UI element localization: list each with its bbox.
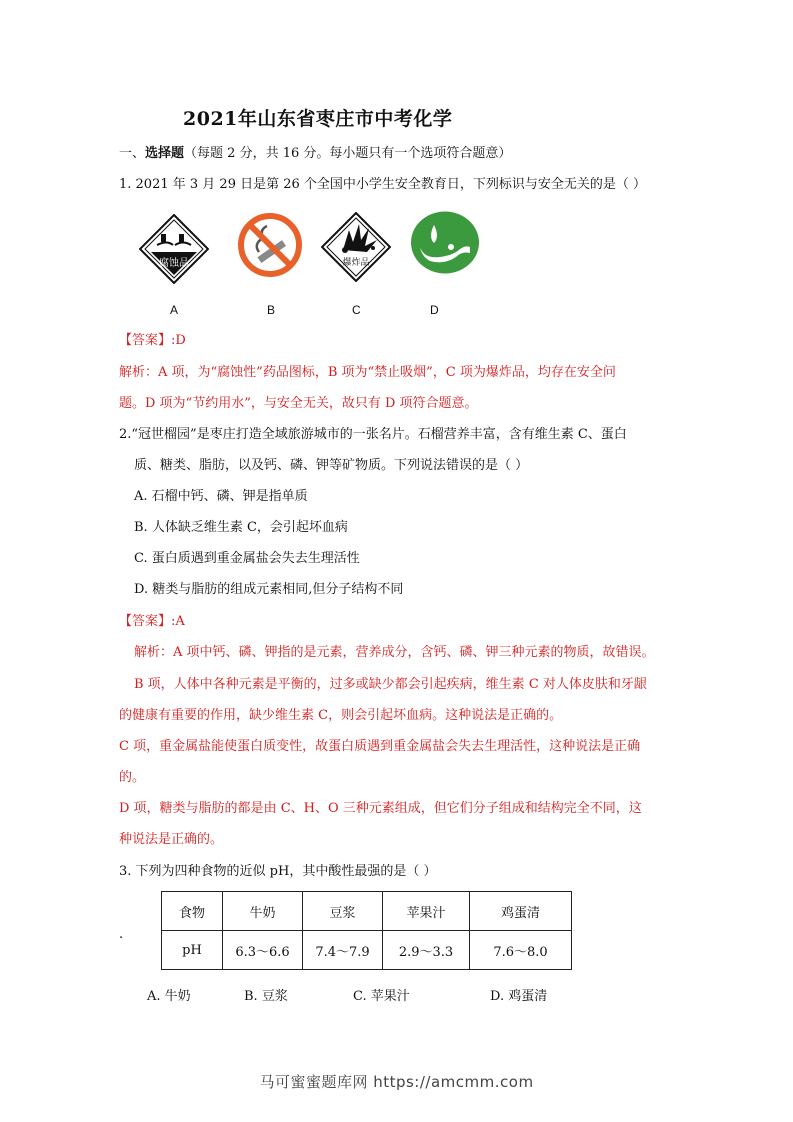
question-3-option-d: D. 鸡蛋清	[490, 989, 548, 1004]
table-header-cell: 鸡蛋清	[470, 892, 572, 931]
ph-table	[161, 891, 572, 970]
question-1-analysis-line: 题。D 项为“节约用水”，与安全无关，故只有 D 项符合题意。	[119, 396, 478, 411]
question-3-stem: 3. 下列为四种食物的近似 pH，其中酸性最强的是（ ）	[119, 864, 437, 879]
table-cell: 7.6～8.0	[470, 931, 572, 970]
question-3-option-b: B. 豆浆	[244, 989, 288, 1004]
page-title: 2021年山东省枣庄市中考化学	[183, 108, 453, 130]
question-2-option-c: C. 蛋白质遇到重金属盐会失去生理活性	[134, 551, 360, 566]
question-2-analysis-line: C 项，重金属盐能使蛋白质变性，故蛋白质遇到重金属盐会失去生理活性，这种说法是正确	[119, 739, 641, 754]
explosive-label: 爆炸品	[342, 258, 370, 268]
table-header-cell: 豆浆	[303, 892, 383, 931]
table-header-cell: 牛奶	[223, 892, 303, 931]
question-2-answer: 【答案】:A	[119, 614, 185, 629]
table-cell: 6.3～6.6	[223, 931, 303, 970]
corrosive-hazard-icon	[139, 214, 209, 284]
explosive-hazard-icon	[321, 212, 391, 282]
icon-label-b: B	[267, 303, 276, 317]
table-header-cell: 苹果汁	[383, 892, 470, 931]
table-cell: 2.9～3.3	[383, 931, 470, 970]
question-1-stem: 1. 2021 年 3 月 29 日是第 26 个全国中小学生安全教育日，下列标识与安全无关的是（ ）	[119, 177, 647, 192]
question-2-option-d: D. 糖类与脂肪的组成元素相同,但分子结构不同	[134, 582, 404, 597]
question-2-analysis-line: 的健康有重要的作用，缺少维生素 C，则会引起坏血病。这种说法是正确的。	[119, 708, 563, 723]
question-3-option-a: A. 牛奶	[147, 989, 191, 1004]
question-2-option-a: A. 石榴中钙、磷、钾是指单质	[134, 489, 308, 504]
corrosive-label: 腐蚀品	[159, 258, 189, 269]
no-smoking-icon	[237, 212, 303, 278]
section-note: （每题 2 分，共 16 分。每小题只有一个选项符合题意）	[184, 146, 512, 161]
water-saving-icon	[410, 211, 480, 274]
footer-watermark: 马可蜜蜜题库网 https://amcmm.com	[259, 1073, 534, 1091]
question-3-option-c: C. 苹果汁	[353, 989, 410, 1004]
question-2-option-b: B. 人体缺乏维生素 C，会引起坏血病	[134, 520, 348, 535]
icon-label-a: A	[170, 303, 179, 317]
question-1-analysis-line: 解析：A 项，为“腐蚀性”药品图标，B 项为“禁止吸烟”，C 项为爆炸品，均存在安全问	[119, 365, 616, 380]
table-cell: pH	[162, 931, 223, 970]
question-2-analysis-line: 种说法是正确的。	[119, 832, 224, 847]
table-header-cell: 食物	[162, 892, 223, 931]
question-2-analysis-line: D 项，糖类与脂肪的都是由 C、H、O 三种元素组成，但它们分子组成和结构完全不同，这	[119, 801, 642, 816]
icon-label-c: C	[352, 303, 361, 317]
question-1-answer: 【答案】:D	[119, 333, 186, 348]
question-2-analysis-line: B 项，人体中各种元素是平衡的，过多或缺少都会引起疾病，维生素 C 对人体皮肤和牙龈	[134, 677, 647, 692]
question-2-analysis-line: 解析：A 项中钙、磷、钾指的是元素，营养成分，含钙、磷、钾三种元素的物质，故错误。	[134, 645, 655, 660]
table-header-row	[162, 892, 572, 931]
section-name: 选择题	[145, 146, 185, 161]
icon-label-d: D	[430, 303, 439, 317]
question-2-analysis-line: 的。	[119, 770, 146, 785]
section-heading	[119, 146, 511, 162]
question-2-stem-cont: 质、糖类、脂肪，以及钙、磷、钾等矿物质。下列说法错误的是（ ）	[134, 458, 529, 473]
table-row	[162, 931, 572, 970]
table-cell: 7.4～7.9	[303, 931, 383, 970]
section-prefix: 一、	[119, 146, 146, 161]
table-dot: .	[119, 927, 124, 942]
question-2-stem: 2.“冠世榴园”是枣庄打造全域旅游城市的一张名片。石榴营养丰富，含有维生素 C、蛋白	[119, 427, 627, 442]
